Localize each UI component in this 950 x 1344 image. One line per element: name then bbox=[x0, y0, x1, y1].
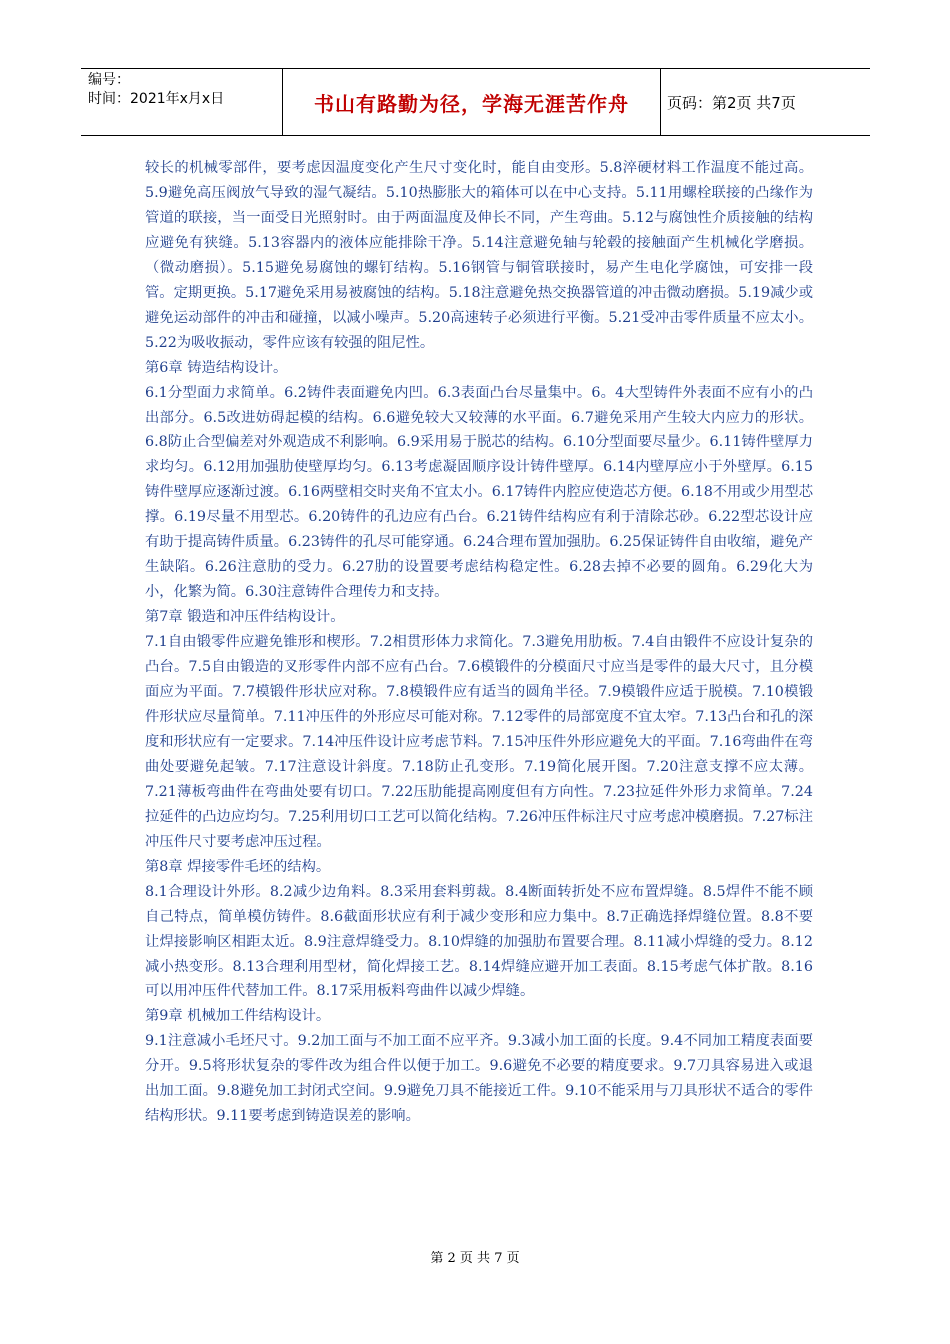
header-page-info: 页码：第2页 共7页 bbox=[667, 93, 796, 112]
page-footer: 第 2 页 共 7 页 bbox=[430, 1251, 520, 1266]
header-motto: 书山有路勤为径，学海无涯苦作舟 bbox=[283, 69, 661, 135]
chapter-6-heading: 第6章 铸造结构设计。 bbox=[145, 359, 288, 376]
document-number-label: 编号： bbox=[88, 72, 130, 88]
chapter-9-heading: 第9章 机械加工件结构设计。 bbox=[145, 1008, 331, 1025]
header-meta-cell bbox=[81, 69, 283, 135]
paragraph-chapter5-continued: 较长的机械零部件，要考虑因温度变化产生尺寸变化时，能自由变形。5.8淬硬材料工作温度不能过高。5.9避免高压阀放气导致的湿气凝结。5.10热膨胀大的箱体可以在中心支持。5.11用螺栓联接的凸缘作为管道的联接，当一面受日光照射时。由于两面温度及伸长不同，产生弯曲。5.12与腐蚀性介质接触的结构应避免有狭缝。5.13容器内的液体应能排除干净。5.14注意避免轴与轮毂的接触面产生机械化学磨损。（微动磨损）。5.15避免易腐蚀的螺钉结构。5.16钢管与铜管联接时，易产生电化学腐蚀，可安排一段管。定期更换。5.17避免采用易被腐蚀的结构。5.18注意避免热交换器管道的冲击微动磨损。5.19减少或避免运动部件的冲击和碰撞，以减小噪声。5.20高速转子必须进行平衡。5.21受冲击零件质量不应太小。5.22为吸收振动，零件应该有较强的阻尼性。 bbox=[145, 160, 813, 351]
paragraph-chapter8: 8.1合理设计外形。8.2减少边角料。8.3采用套料剪裁。8.4断面转折处不应布置焊缝。8.5焊件不能不顾自己特点，简单模仿铸件。8.6截面形状应有利于减少变形和应力集中。8.7正确选择焊缝位置。8.8不要让焊接影响区相距太近。8.9注意焊缝受力。8.10焊缝的加强肋布置要合理。8.11减小焊缝的受力。8.12减小热变形。8.13合理利用型材，简化焊接工艺。8.14焊缝应避开加工表面。8.15考虑气体扩散。8.16可以用冲压件代替加工件。8.17采用板料弯曲件以减少焊缝。 bbox=[145, 883, 813, 1000]
paragraph-chapter6: 6.1分型面力求简单。6.2铸件表面避免内凹。6.3表面凸台尽量集中。6。4大型铸件外表面不应有小的凸出部分。6.5改进妨碍起模的结构。6.6避免较大又较薄的水平面。6.7避免采用产生较大内应力的形状。6.8防止合型偏差对外观造成不利影响。6.9采用易于脱芯的结构。6.10分型面要尽量少。6.11铸件壁厚力求均匀。6.12用加强肋使壁厚均匀。6.13考虑凝固顺序设计铸件壁厚。6.14内壁厚应小于外壁厚。6.15铸件壁厚应逐渐过渡。6.16两壁相交时夹角不宜太小。6.17铸件内腔应使造芯方便。6.18不用或少用型芯撑。6.19尽量不用型芯。6.20铸件的孔边应有凸台。6.21铸件结构应有利于清除芯砂。6.22型芯设计应有助于提高铸件质量。6.23铸件的孔尽可能穿通。6.24合理布置加强肋。6.25保证铸件自由收缩，避免产生缺陷。6.26注意肋的受力。6.27肋的设置要考虑结构稳定性。6.28去掉不必要的圆角。6.29化大为小，化繁为简。6.30注意铸件合理传力和支持。 bbox=[145, 384, 813, 601]
paragraph-chapter7: 7.1自由锻零件应避免锥形和楔形。7.2相贯形体力求简化。7.3避免用肋板。7.4自由锻件不应设计复杂的凸台。7.5自由锻造的叉形零件内部不应有凸台。7.6模锻件的分模面尺寸应当是零件的最大尺寸，且分模面应为平面。7.7模锻件形状应对称。7.8模锻件应有适当的圆角半径。7.9模锻件应适于脱模。7.10模锻件形状应尽量简单。7.11冲压件的外形应尽可能对称。7.12零件的局部宽度不宜太窄。7.13凸台和孔的深度和形状应有一定要求。7.14冲压件设计应考虑节料。7.15冲压件外形应避免大的平面。7.16弯曲件在弯曲处要避免起皱。7.17注意设计斜度。7.18防止孔变形。7.19简化展开图。7.20注意支撑不应太薄。7.21薄板弯曲件在弯曲处要有切口。7.22压肋能提高刚度但有方向性。7.23拉延件外形力求简单。7.24拉延件的凸边应均匀。7.25利用切口工艺可以简化结构。7.26冲压件标注尺寸应考虑冲模磨损。7.27标注冲压件尺寸要考虑冲压过程。 bbox=[145, 634, 813, 850]
chapter-7-heading: 第7章 锻造和冲压件结构设计。 bbox=[145, 609, 345, 626]
page-header bbox=[81, 68, 870, 136]
document-time-label: 时间：2021年x月x日 bbox=[88, 91, 225, 107]
chapter-8-heading: 第8章 焊接零件毛坯的结构。 bbox=[145, 858, 331, 875]
paragraph-chapter9: 9.1注意减小毛坯尺寸。9.2加工面与不加工面不应平齐。9.3减小加工面的长度。9.4不同加工精度表面要分开。9.5将形状复杂的零件改为组合件以便于加工。9.6避免不必要的精度要求。9.7刀具容易进入或退出加工面。9.8避免加工封闭式空间。9.9避免刀具不能接近工件。9.10不能采用与刀具形状不适合的零件结构形状。9.11要考虑到铸造误差的影响。 bbox=[145, 1033, 813, 1125]
document-body bbox=[145, 156, 813, 1129]
